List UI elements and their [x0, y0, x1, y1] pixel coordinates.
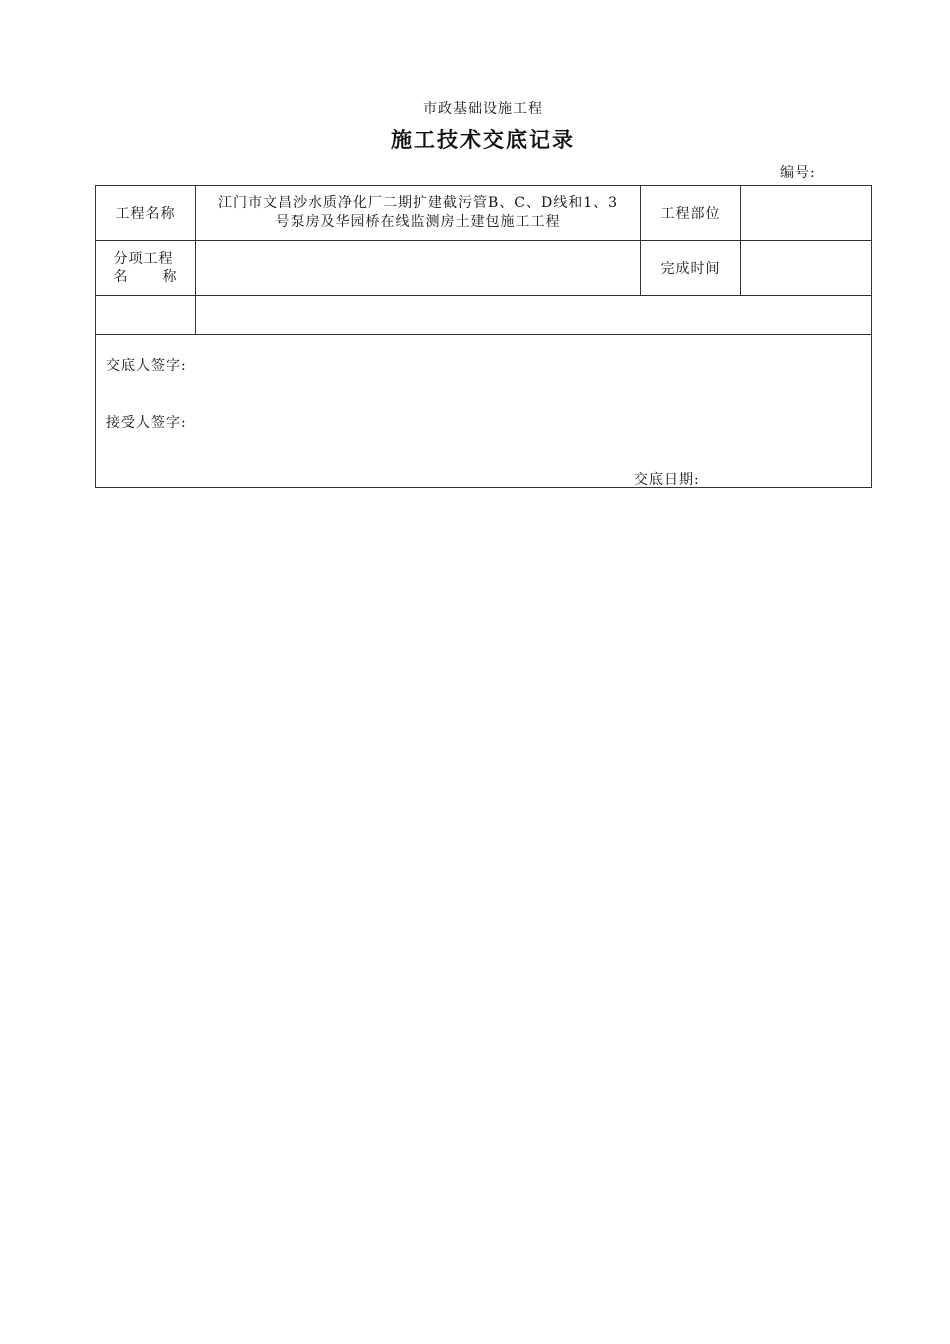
presenter-signature-label: 交底人签字: [106, 358, 187, 374]
disclosure-record-table [95, 185, 872, 488]
completion-time-label: 完成时间 [641, 241, 741, 296]
project-part-value [741, 186, 872, 241]
subitem-label-line-1: 分项工程 [113, 251, 174, 267]
table-row [96, 296, 872, 335]
project-name-value [196, 186, 641, 241]
disclosure-date-label: 交底日期: [634, 472, 700, 488]
signature-section [96, 335, 872, 488]
subitem-label-line-2 [114, 268, 178, 286]
project-part-label: 工程部位 [641, 186, 741, 241]
table-row [96, 241, 872, 296]
subitem-label [96, 241, 196, 296]
completion-time-value [741, 241, 872, 296]
subitem-value [196, 241, 641, 296]
receiver-signature-label: 接受人签字: [106, 415, 187, 431]
project-name-line-2: 号泵房及华园桥在线监测房土建包施工工程 [275, 214, 561, 230]
subitem-label-char-1: 名 [113, 269, 129, 285]
subitem-label-stack [114, 250, 178, 286]
blank-row-label [96, 296, 196, 335]
project-name-label: 工程名称 [96, 186, 196, 241]
table-row [96, 335, 872, 488]
document-title: 施工技术交底记录 [391, 127, 575, 152]
subitem-label-char-2: 称 [162, 269, 178, 285]
project-name-line-1: 江门市文昌沙水质净化厂二期扩建截污管B、C、D线和1、3 [217, 195, 619, 211]
blank-row-value [196, 296, 872, 335]
serial-number-label: 编号: [780, 165, 816, 181]
document-subtitle: 市政基础设施工程 [423, 101, 543, 117]
table-row [96, 186, 872, 241]
